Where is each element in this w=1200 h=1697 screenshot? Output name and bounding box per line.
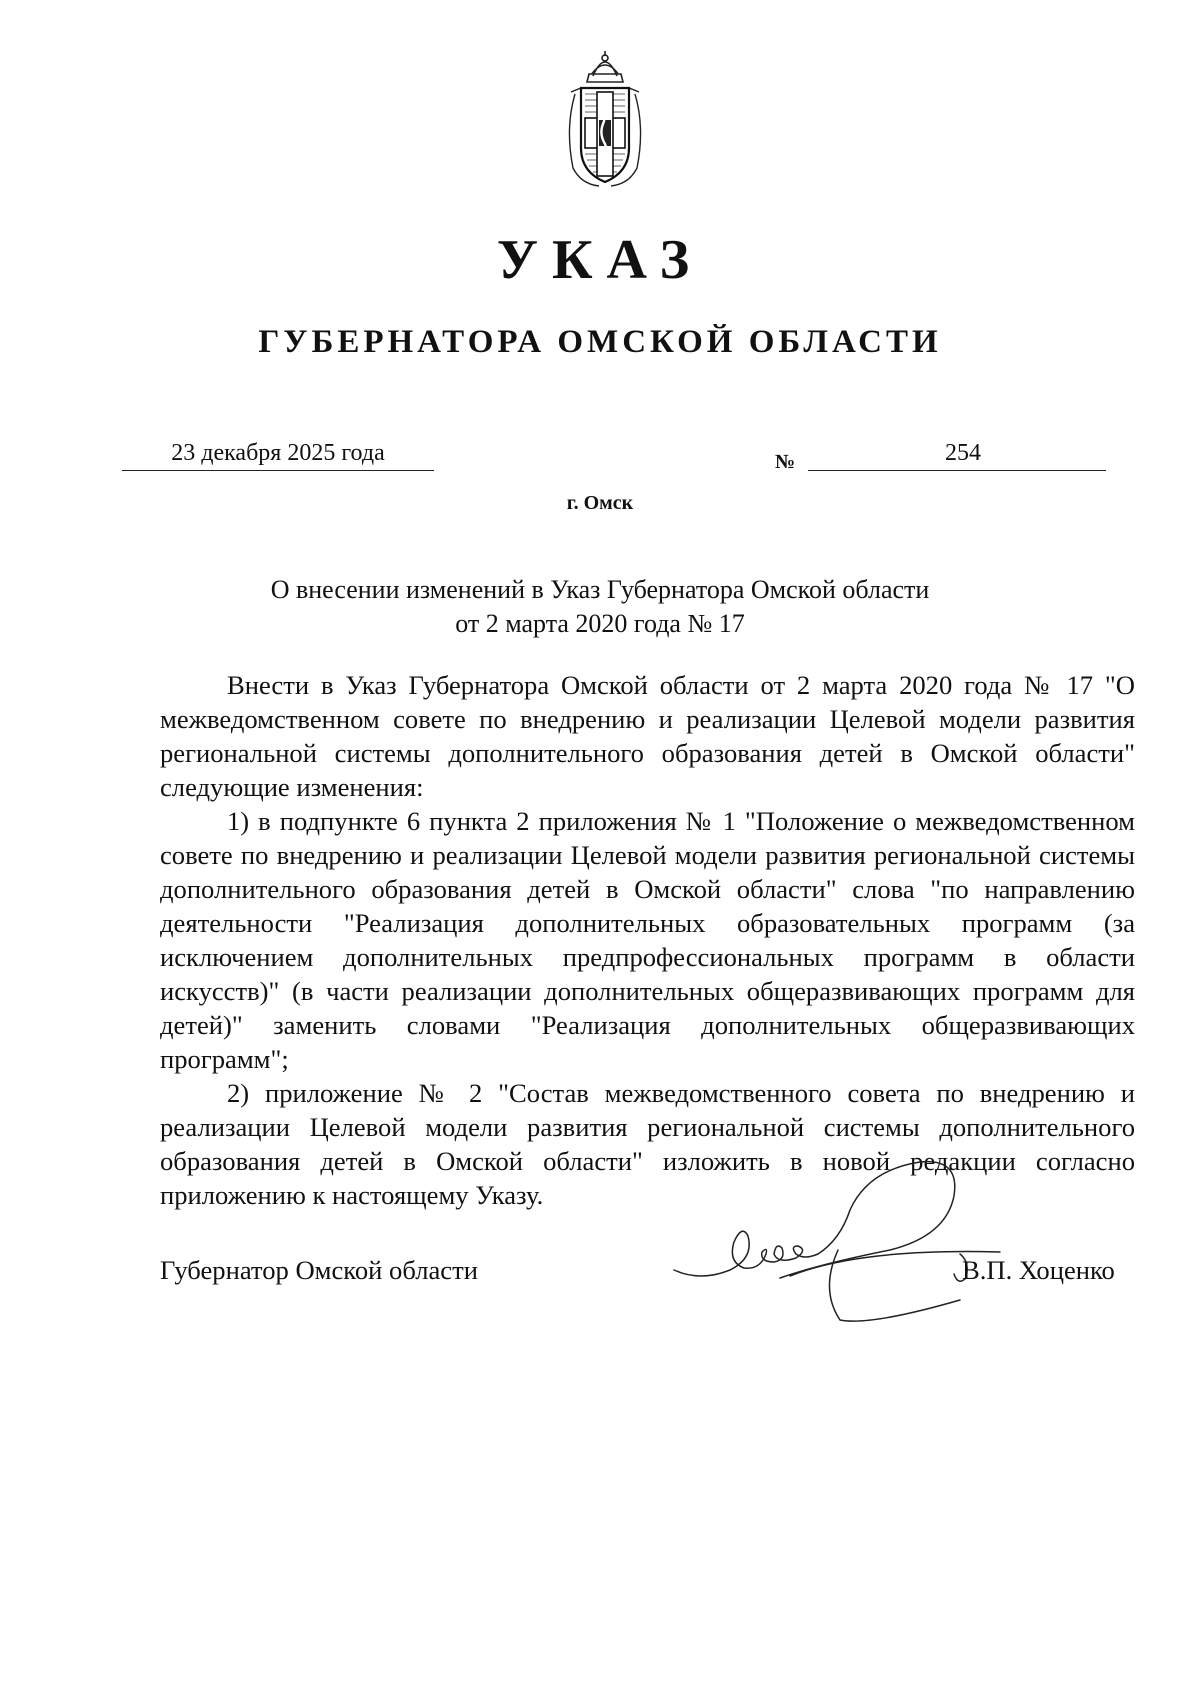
signature-icon [670,1150,1030,1330]
signatory-name: В.П. Хоценко [962,1255,1115,1285]
document-title: УКАЗ [496,229,704,291]
document-number: 254 [808,438,1106,471]
document-date: 23 декабря 2025 года [122,438,434,471]
signatory-role: Губернатор Омской области [160,1255,478,1285]
document-body [160,668,1135,1212]
body-paragraph-item-2: 2) приложение № 2 "Состав межведомственного совета по внедрению и реализации Целевой модели развития региональной системы дополнительного образования детей в Омской области" изложить в новой редакции согласно приложению к настоящему Указу. [160,1078,1135,1210]
document-heading [140,573,1060,641]
body-paragraph-intro: Внести в Указ Губернатора Омской области от 2 марта 2020 года № 17 "О межведомственном совете по внедрению и реализации Целевой модели развития региональной системы дополнительного образования детей в Омской области" следующие изменения: [160,670,1135,802]
document-city: г. Омск [566,492,634,514]
coat-of-arms-icon [559,48,651,192]
document-subtitle: ГУБЕРНАТОРА ОМСКОЙ ОБЛАСТИ [258,324,942,360]
heading-line-2: от 2 марта 2020 года № 17 [455,609,745,638]
body-paragraph-item-1: 1) в подпункте 6 пункта 2 приложения № 1 "Положение о межведомственном совете по внедрению и реализации Целевой модели развития региональной системы дополнительного образования детей в Омской области" слова "по направлению деятельности "Реализация дополнительных образовательных программ (за исключением дополнительных предпрофессиональных программ в области искусств)" (в части реализации дополнительных общеразвивающих программ для детей)" заменить словами "Реализация дополнительных общеразвивающих программ"; [160,806,1135,1074]
number-sign: № [775,451,796,473]
heading-line-1: О внесении изменений в Указ Губернатора Омской области [270,575,930,604]
